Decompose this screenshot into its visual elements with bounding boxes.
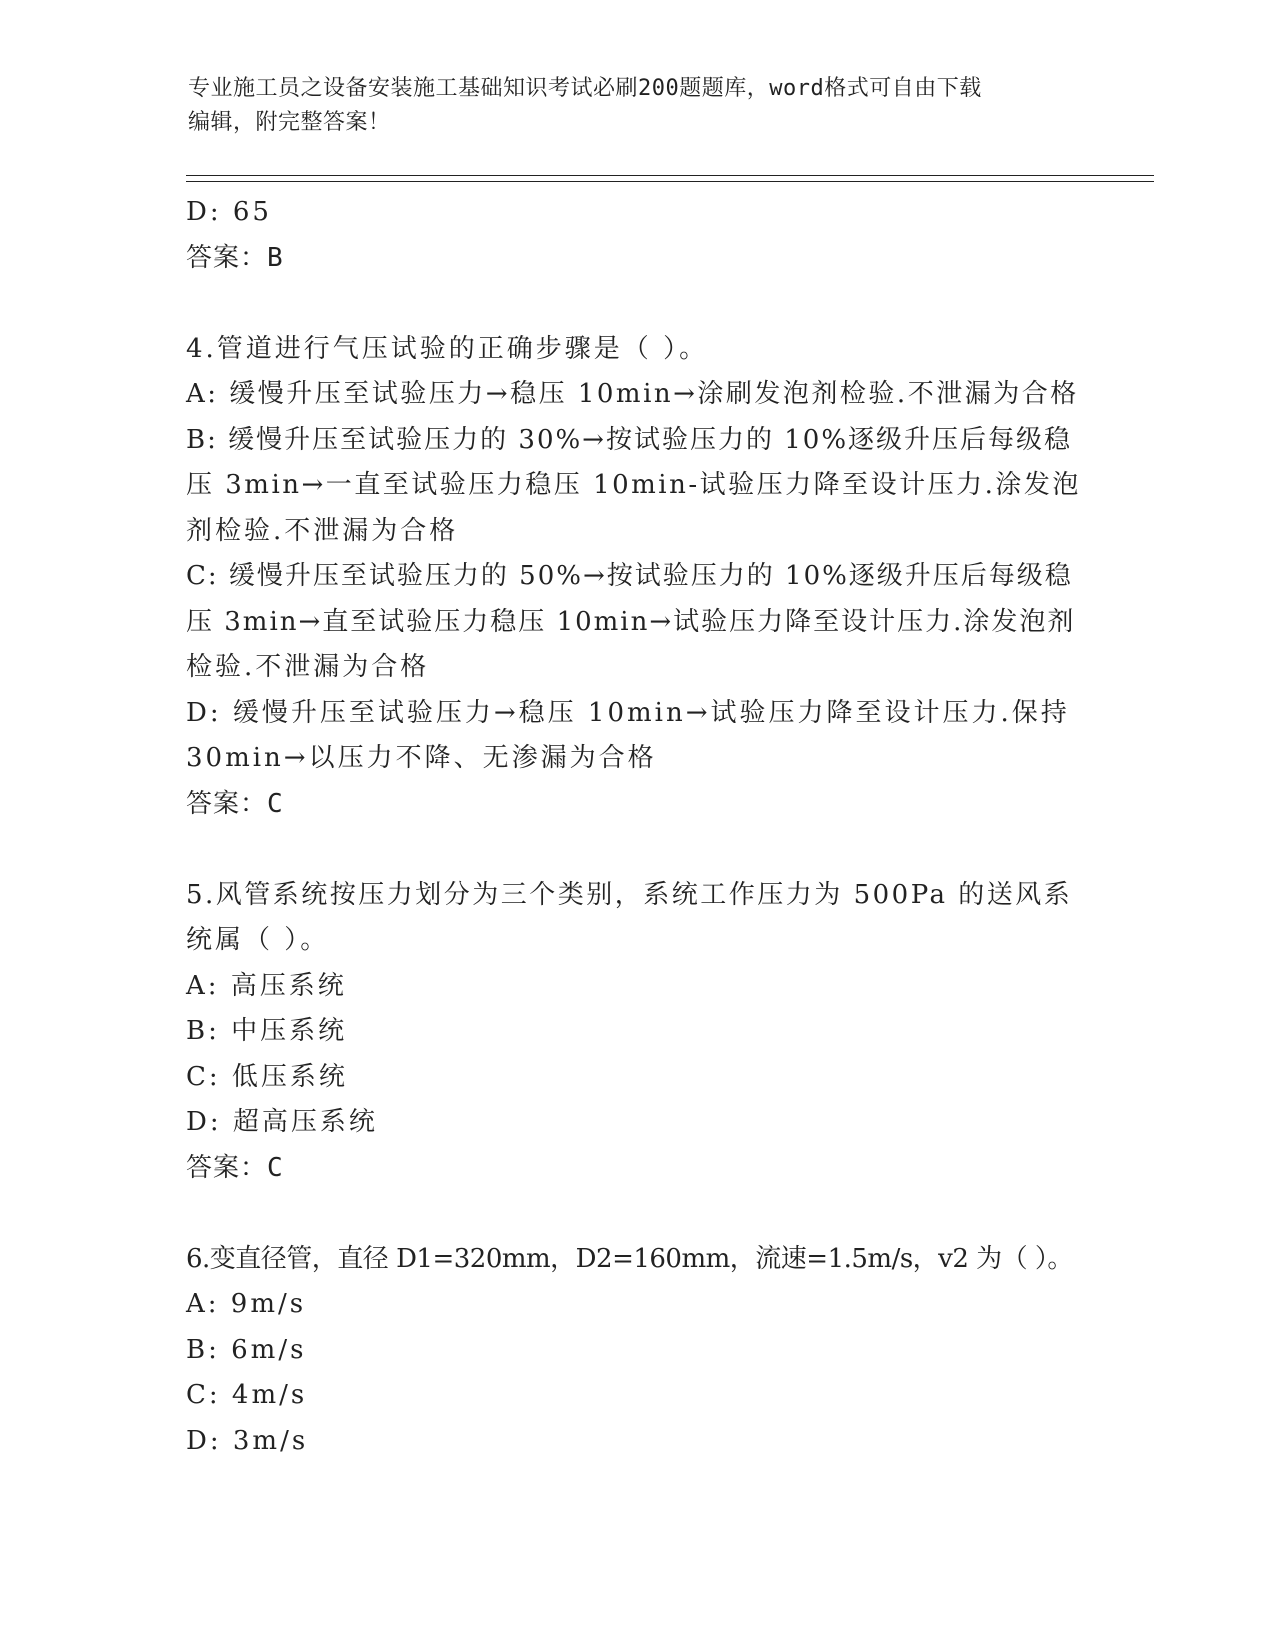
q5-answer: 答案：C (186, 1152, 284, 1183)
spacer (186, 281, 1086, 327)
q4-option-d-line-1: D: 缓慢升压至试验压力→稳压 10min→试验压力降至设计压力.保持 (186, 697, 1070, 728)
header-rule-bottom (186, 181, 1154, 182)
q4-stem: 4.管道进行气压试验的正确步骤是（ ）。 (186, 333, 709, 364)
q5-option-c: C: 低压系统 (186, 1061, 348, 1092)
q6-option-d: D: 3m/s (186, 1425, 309, 1456)
header-rule-top (186, 175, 1154, 176)
q4-option-b-line-1: B: 缓慢升压至试验压力的 30%→按试验压力的 10%逐级升压后每级稳 (186, 424, 1073, 455)
q4-option-b-line-3: 剂检验.不泄漏为合格 (186, 515, 459, 546)
q4-option-c-line-3: 检验.不泄漏为合格 (186, 652, 430, 682)
q4-option-d-line-2: 30min→以压力不降、无渗漏为合格 (186, 743, 657, 773)
q3-answer: 答案：B (186, 242, 284, 273)
q4-option-c-line-1: C: 缓慢升压至试验压力的 50%→按试验压力的 10%逐级升压后每级稳 (186, 561, 1073, 591)
document-header (188, 72, 1068, 140)
q4-option-b-line-2: 压 3min→一直至试验压力稳压 10min-试验压力降至设计压力.涂发泡 (186, 470, 1081, 500)
q5-stem-line-1: 5.风管系统按压力划分为三个类别，系统工作压力为 500Pa 的送风系 (186, 879, 1073, 910)
q5-stem-line-2: 统属（ ）。 (186, 925, 330, 955)
header-line-2: 编辑，附完整答案！ (188, 110, 391, 135)
q5-option-a: A: 高压系统 (186, 970, 347, 1001)
q6-stem: 6.变直径管，直径 D1=320mm，D2=160mm，流速=1.5m/s，v2 为（ ）。 (186, 1243, 1073, 1274)
q6-option-a: A: 9m/s (186, 1289, 307, 1319)
spacer (186, 827, 1086, 873)
q6-option-b: B: 6m/s (186, 1334, 307, 1365)
q5-option-b: B: 中压系统 (186, 1016, 348, 1046)
spacer (186, 1191, 1086, 1237)
q6-option-c: C: 4m/s (186, 1380, 308, 1410)
q4-option-a: A: 缓慢升压至试验压力→稳压 10min→涂刷发泡剂检验.不泄漏为合格 (186, 379, 1079, 409)
document-body (186, 190, 1086, 1464)
q4-option-c-line-2: 压 3min→直至试验压力稳压 10min→试验压力降至设计压力.涂发泡剂 (186, 606, 1076, 637)
q3-option-d: D: 65 (186, 197, 272, 227)
q4-answer: 答案：C (186, 788, 284, 819)
header-line-1: 专业施工员之设备安装施工基础知识考试必刷200题题库，word格式可自由下载 (188, 76, 982, 101)
q5-option-d: D: 超高压系统 (186, 1107, 378, 1137)
